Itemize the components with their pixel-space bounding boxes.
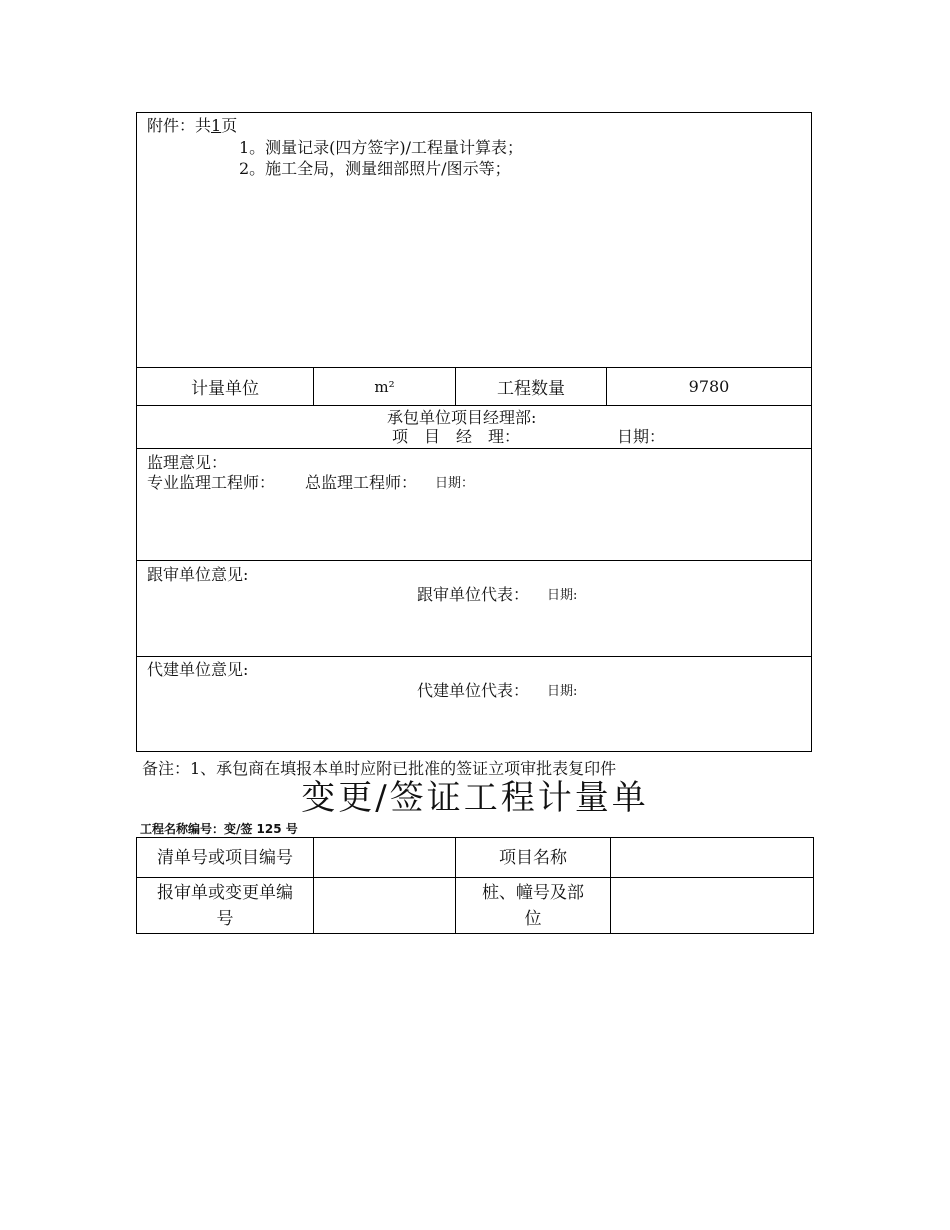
location-label-line2: 位 xyxy=(524,908,542,929)
contractor-section xyxy=(137,405,811,448)
list-no-label: 清单号或项目编号 xyxy=(137,838,314,877)
location-value xyxy=(611,878,813,933)
qty-value: 9780 xyxy=(688,377,730,396)
attachment-line xyxy=(147,116,237,136)
unit-label: 计量单位 xyxy=(137,368,314,405)
unit-value: m² xyxy=(314,368,456,405)
contractor-date-label: 日期： xyxy=(617,427,666,446)
agent-rep-label: 代建单位代表： xyxy=(417,681,530,700)
project-name-label: 项目名称 xyxy=(456,838,611,877)
supervision-section xyxy=(137,448,811,560)
supervision-title: 监理意见： xyxy=(147,453,228,472)
list-no-value xyxy=(314,838,456,877)
report-no-label-line2: 号 xyxy=(216,908,234,929)
contractor-title: 承包单位项目经理部: xyxy=(387,408,537,427)
manager-label: 项 目 经 理： xyxy=(392,427,521,446)
location-label xyxy=(456,878,611,933)
audit-rep-label: 跟审单位代表： xyxy=(417,585,530,604)
agent-title: 代建单位意见: xyxy=(147,660,249,679)
report-no-label-line1: 报审单或变更单编 xyxy=(157,882,293,903)
remark-note: 备注：1、承包商在填报本单时应附已批准的签证立项审批表复印件 xyxy=(142,759,617,778)
agent-section xyxy=(137,656,811,752)
report-no-label xyxy=(137,878,314,933)
attachment-page-count: 1 xyxy=(211,116,222,135)
qty-label: 工程数量 xyxy=(456,368,607,405)
attachment-item-2: 2。施工全局，测量细部照片/图示等； xyxy=(239,159,511,178)
audit-title: 跟审单位意见: xyxy=(147,565,249,584)
attachment-item-1: 1。测量记录(四方签字)/工程量计算表； xyxy=(239,138,524,157)
table-row xyxy=(137,838,813,877)
supervision-date-label: 日期： xyxy=(435,476,475,491)
attachment-prefix: 附件：共 xyxy=(147,116,212,135)
engineer-label: 专业监理工程师： xyxy=(147,473,276,492)
attachment-suffix: 页 xyxy=(221,116,238,135)
measurement-form xyxy=(136,112,812,752)
page-title: 变更/签证工程计量单 xyxy=(301,778,649,818)
audit-date-label: 日期: xyxy=(547,588,578,603)
project-info-table xyxy=(136,837,814,934)
location-label-line1: 桩、幢号及部 xyxy=(482,882,584,903)
report-no-value xyxy=(314,878,456,933)
chief-engineer-label: 总监理工程师： xyxy=(305,473,418,492)
audit-section xyxy=(137,560,811,656)
measure-row xyxy=(137,367,811,405)
project-name-value xyxy=(611,838,813,877)
table-row xyxy=(137,877,813,933)
project-number: 工程名称编号：变/签 125 号 xyxy=(140,822,298,836)
attachment-section xyxy=(137,113,811,367)
agent-date-label: 日期: xyxy=(547,684,578,699)
